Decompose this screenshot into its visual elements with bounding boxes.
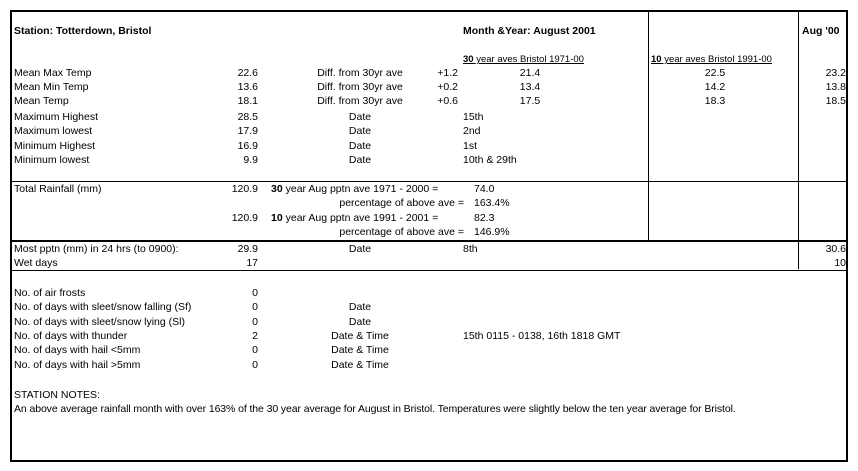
- rainfall-ave30-value: 74.0: [474, 183, 495, 195]
- wet-days-prev: 10: [834, 257, 846, 269]
- prev-year-title: Aug '00: [802, 25, 840, 37]
- border-bottom: [10, 460, 848, 462]
- wet-days-label: Wet days: [14, 257, 58, 269]
- rainfall-pct30-label: percentage of above ave =: [339, 197, 464, 209]
- most-pptn-label: Most pptn (mm) in 24 hrs (to 0900):: [14, 243, 179, 255]
- border-left: [10, 10, 12, 462]
- rainfall-value-2: 120.9: [231, 212, 258, 224]
- border-top: [10, 10, 848, 12]
- station-notes-text: An above average rainfall month with over 163% of the 30 year average for August in Bristol. Temperatures were slightly below the ten year average for Bristol.: [14, 403, 736, 415]
- row-divider-pptn: [10, 240, 848, 242]
- most-pptn-date-label: Date: [348, 243, 372, 255]
- rainfall-pct30: 163.4%: [474, 197, 510, 209]
- station-notes-heading: STATION NOTES:: [14, 389, 100, 401]
- station-title: Station: Totterdown, Bristol: [14, 25, 152, 37]
- rainfall-value: 120.9: [231, 183, 258, 195]
- divider-col-prev: [798, 10, 799, 269]
- most-pptn-prev: 30.6: [825, 243, 846, 255]
- month-year-title: Month &Year: August 2001: [463, 25, 596, 37]
- aves30-heading: 30 year aves Bristol 1971-00: [463, 54, 584, 65]
- divider-col-aves10: [648, 10, 649, 241]
- wet-days-value: 17: [246, 257, 258, 269]
- rainfall-pct10: 146.9%: [474, 226, 510, 238]
- row-divider-counts: [10, 270, 848, 271]
- border-right: [846, 10, 848, 462]
- rainfall-label: Total Rainfall (mm): [14, 183, 102, 195]
- rainfall-ave10-text: 10 year Aug pptn ave 1991 - 2001 =: [271, 212, 439, 224]
- row-divider-rain: [10, 181, 848, 182]
- rainfall-ave30-text: 30 year Aug pptn ave 1971 - 2000 =: [271, 183, 439, 195]
- rainfall-ave10-value: 82.3: [474, 212, 495, 224]
- most-pptn-date: 8th: [463, 243, 478, 255]
- aves10-heading: 10 year aves Bristol 1991-00: [651, 54, 772, 65]
- most-pptn-value: 29.9: [237, 243, 258, 255]
- rainfall-pct10-label: percentage of above ave =: [339, 226, 464, 238]
- weather-summary-sheet: Station: Totterdown, Bristol Month &Year: August 2001 Aug '00 30 year aves Bristol 1971-00 10 year aves Bristol 1991-00 Mean Max Temp 22.6 Diff. from 30yr ave +1.2 21.4 22.5 23.2 Mean Min Temp 13.6 Diff. from 30yr ave +0.2 13.4 14.2 13.8 Mean Temp 18.1 Diff. from 30yr ave +0.6 17.5 18.3 18.5 Maximum Highest 28.5 Date 15th Maximum lowest 17.9 Date 2nd Minimum Highest 16.9 Date 1st Minimum lowest 9.9 Date 10th & 29th Total Rainfall (mm) 120.9 30 year Aug pptn ave 1971 - 2000 = 74.0 percentage of above ave = 163.4% 120.9 10 year Aug pptn ave 1991 - 2001 = 82.3 percentage of above ave = 146.9% Most pptn (mm) in 24 hrs (to 0900): 29.9 Date 8th 30.6 Wet days 17 10 No. of air frosts 0 No. of days with sleet/snow falling (Sf) 0 Date No. of days with sleet/snow lying (Sl) 0 Date No. of days with thunder 2 Date & Time 15th 0115 - 0138, 16th 1818 GMT No. of days with hail <5mm 0 Date & Time No. of days with hail >5mm 0 Date & Time STATION NOTES: An above average rainfall month with over 163% of the 30 year average for August in Bristol. Temperatures were slightly below the ten year average for Bristol.: [0, 0, 858, 471]
